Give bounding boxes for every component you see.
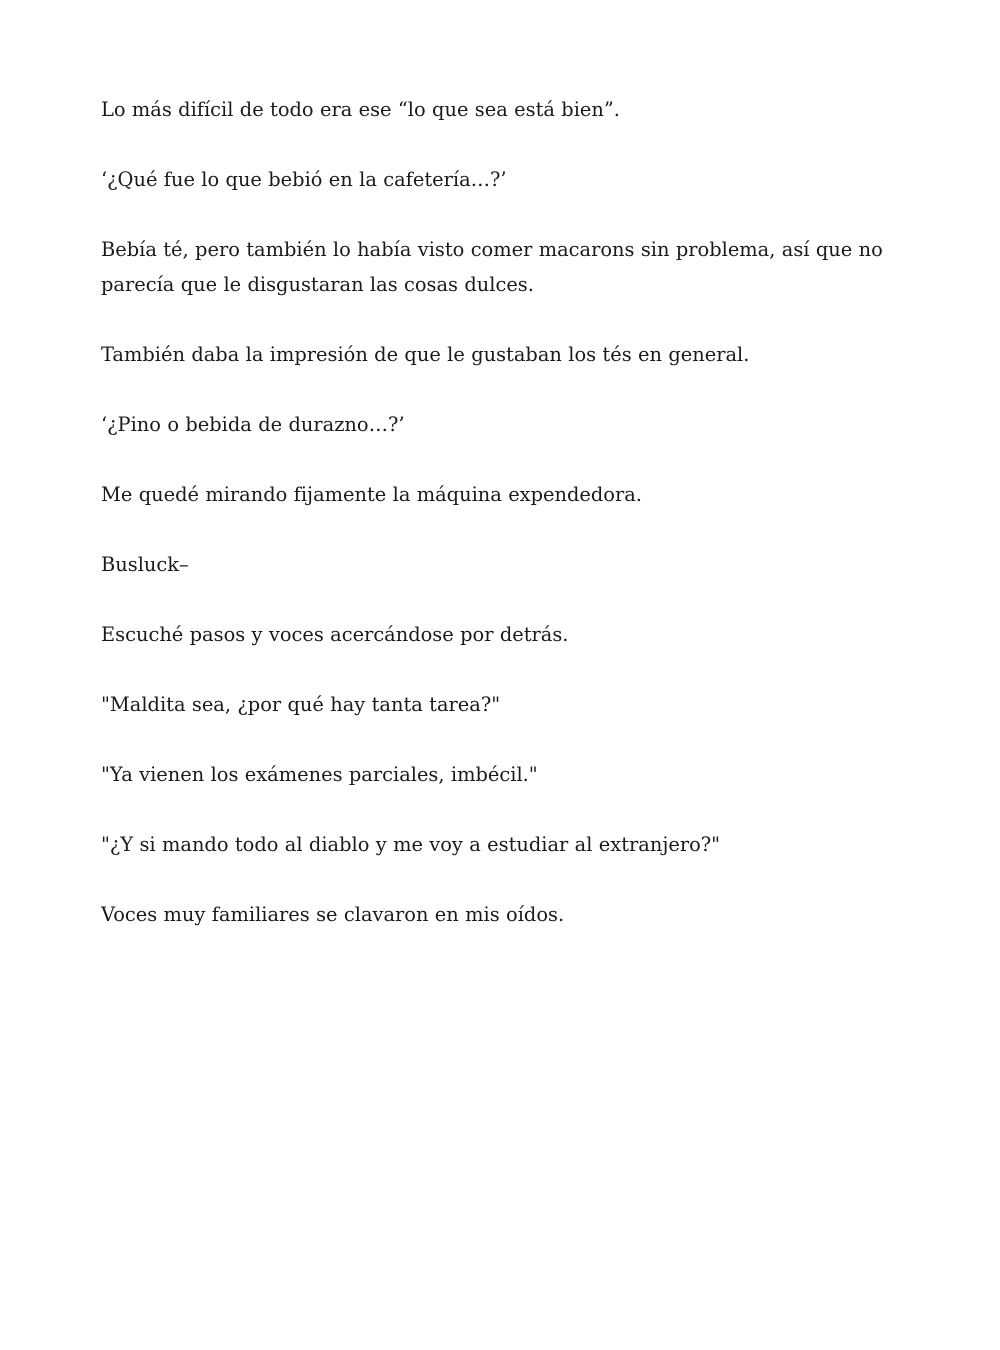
paragraph: "Ya vienen los exámenes parciales, imbécil." xyxy=(101,763,538,786)
paragraph: Bebía té, pero también lo había visto comer macarons sin problema, así que no parecía que le disgustaran las cosas dulces. xyxy=(101,238,883,296)
paragraph: ‘¿Qué fue lo que bebió en la cafetería…?’ xyxy=(101,168,507,191)
paragraph: "¿Y si mando todo al diablo y me voy a estudiar al extranjero?" xyxy=(101,833,721,856)
paragraph: Me quedé mirando fijamente la máquina expendedora. xyxy=(101,483,642,506)
paragraph: Busluck– xyxy=(101,553,189,576)
document-text-column xyxy=(101,92,899,932)
paragraph: También daba la impresión de que le gustaban los tés en general. xyxy=(101,343,750,366)
paragraph: "Maldita sea, ¿por qué hay tanta tarea?" xyxy=(101,693,501,716)
paragraph: Voces muy familiares se clavaron en mis oídos. xyxy=(101,903,565,926)
paragraph: ‘¿Pino o bebida de durazno…?’ xyxy=(101,413,405,436)
paragraph: Escuché pasos y voces acercándose por detrás. xyxy=(101,623,569,646)
paragraph: Lo más difícil de todo era ese “lo que sea está bien”. xyxy=(101,98,620,121)
